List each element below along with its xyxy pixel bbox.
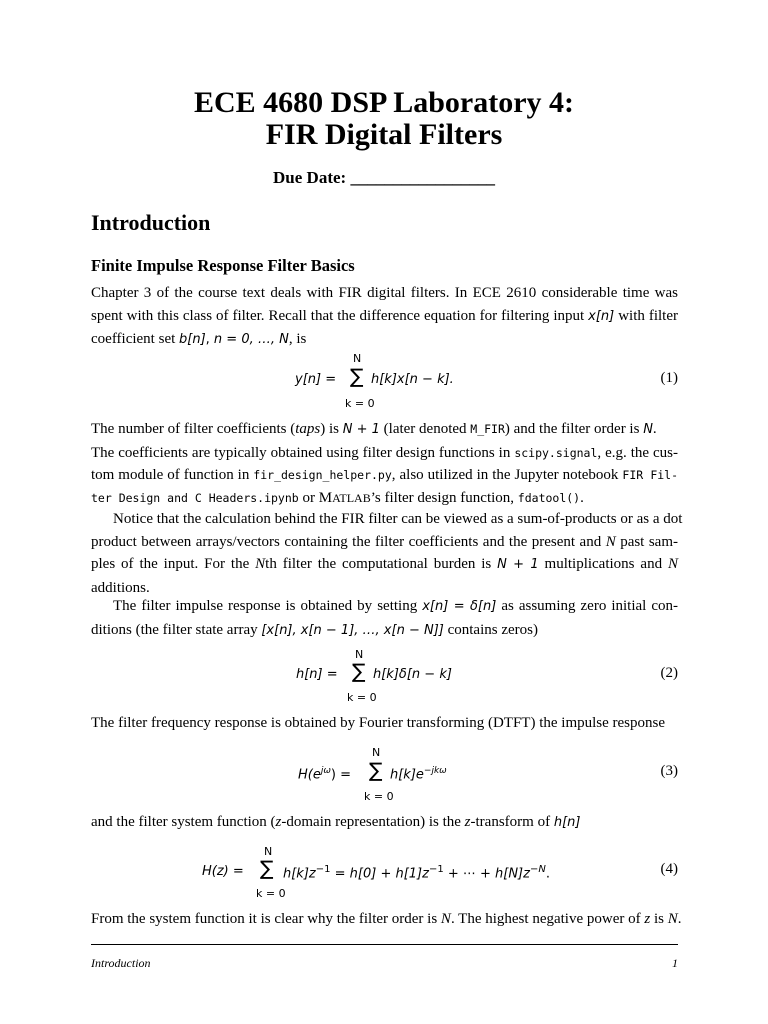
sum-lower-limit: k = 0 [345, 397, 375, 410]
equation-number: (3) [660, 763, 678, 779]
paragraph-taps [91, 418, 678, 509]
sigma-symbol: ∑ [260, 856, 274, 880]
text-line: tom module of function in fir_design_helper.py, also utilized in the Jupyter notebook FIR Fil- [91, 467, 679, 483]
code-notebook: FIR Fil- [622, 468, 679, 482]
sum-upper-limit: N [355, 648, 364, 661]
doc-title-line-1: ECE 4680 DSP Laboratory 4: [193, 86, 574, 119]
eq1-rhs: h[k]x[n − k]. [371, 372, 454, 387]
equation-number: (2) [660, 665, 678, 681]
code-mfir: M_FIR [470, 422, 505, 436]
paragraph-impulse [91, 595, 678, 642]
sum-upper-limit: N [372, 746, 381, 759]
sigma-symbol: ∑ [352, 659, 366, 683]
sum-lower-limit: k = 0 [364, 790, 394, 803]
due-date-label: Due Date: _________________ [273, 168, 495, 187]
sigma-symbol: ∑ [369, 758, 383, 782]
text-line: Notice that the calculation behind the FIR filter can be viewed as a sum-of-products or as a dot [113, 511, 683, 527]
sum-upper-limit: N [353, 352, 362, 365]
equation-number: (4) [660, 861, 678, 877]
math-n-range: n = 0, …, N [213, 332, 289, 347]
paragraph-frequency-response [91, 712, 678, 735]
paragraph-filter-order [91, 908, 682, 931]
paragraph-system-function [91, 811, 678, 835]
text-line: ditions (the filter state array [x[n], x[n − 1], …, x[n − N]] contains zeros) [91, 621, 538, 638]
code-fdatool: fdatool() [517, 490, 581, 505]
text-line: The filter frequency response is obtained by Fourier transforming (DTFT) the impulse response [91, 715, 666, 731]
equation-number: (1) [660, 370, 678, 386]
eq4-lhs: H(z) = [202, 864, 244, 879]
text-line: product between arrays/vectors containing the filter coefficients and the present and N past sam- [91, 533, 678, 550]
text-span: spent with this class of filter. Recall that the difference equation for filtering input [91, 307, 589, 324]
text-line: The number of filter coefficients (taps) is N + 1 (later denoted M_FIR) and the filter order is N. [91, 421, 657, 437]
eq3-rhs: $h[k]e^{-jk\omega}$ [390, 766, 447, 783]
page-number: 1 [672, 956, 678, 970]
text-line: ples of the input. For the Nth filter the computational burden is N + 1 multiplications and N [91, 556, 678, 572]
math-xn: x[n] [588, 308, 615, 324]
code-scipy: scipy.signal [514, 445, 598, 460]
text-line: The coefficients are typically obtained using filter design functions in scipy.signal, e.g. the cus- [91, 444, 678, 461]
text-line: Chapter 3 of the course text deals with FIR digital filters. In ECE 2610 considerable time was [91, 285, 678, 301]
eq4-rhs: $h[k]z^{-1} = h[0] + h[1]z^{-1}$ + ⋯ + $h[N]z^{-N}$. [283, 864, 550, 882]
text-line [91, 305, 678, 329]
section-heading: Introduction [91, 210, 211, 235]
text-line: coefficient set b[n], n = 0, …, N, is [91, 331, 307, 347]
eq2-rhs: h[k]δ[n − k] [373, 667, 452, 682]
footer-rule [91, 944, 678, 945]
sum-lower-limit: k = 0 [347, 691, 377, 704]
text-line: ter Design and C Headers.ipynb or MATLAB’s filter design function, fdatool(). [91, 489, 584, 506]
eq3-lhs: $H(e^{j\omega})$ = [298, 766, 352, 783]
text-span: with filter [614, 307, 678, 324]
eq1-lhs: y[n] = [295, 372, 337, 387]
code-notebook: ter Design and C Headers.ipynb [91, 490, 299, 505]
doc-title-line-2: FIR Digital Filters [265, 118, 503, 151]
sum-lower-limit: k = 0 [256, 887, 286, 900]
math-bn: b[n] [179, 332, 206, 347]
code-helper-file: fir_design_helper.py [253, 468, 392, 482]
text-line: The filter impulse response is obtained by setting x[n] = δ[n] as assuming zero initial con- [113, 598, 679, 614]
paragraph-intro [91, 282, 678, 352]
sigma-symbol: ∑ [350, 364, 364, 388]
taps-term: taps [295, 421, 321, 437]
footer-section-name: Introduction [91, 956, 151, 970]
sum-upper-limit: N [264, 845, 273, 858]
text-line: and the filter system function (z-domain representation) is the z-transform of h[n] [91, 814, 581, 830]
text-span: , is [288, 331, 307, 347]
text-line: additions. [91, 579, 150, 596]
text-line: From the system function it is clear why the filter order is N. The highest negative power of z is N. [91, 911, 682, 927]
subsection-heading: Finite Impulse Response Filter Basics [91, 256, 355, 275]
eq2-lhs: h[n] = [296, 667, 338, 682]
text-span: coefficient set [91, 331, 180, 347]
paragraph-sum-of-products [91, 508, 683, 599]
